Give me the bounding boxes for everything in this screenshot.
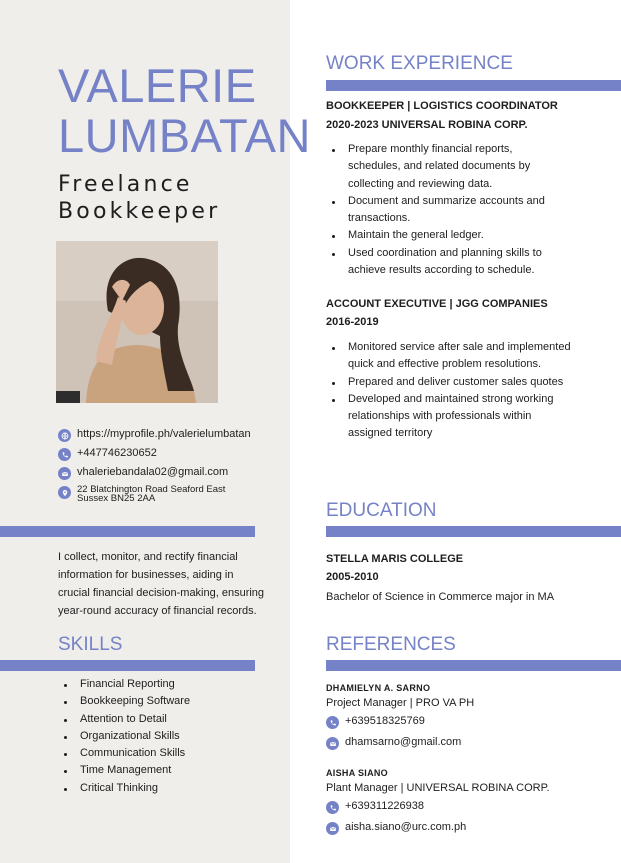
list-item: Document and summarize accounts and transactions.: [326, 193, 566, 228]
list-item: Attention to Detail: [58, 711, 258, 728]
contact-phone: [58, 447, 157, 463]
reference-2-email[interactable]: [326, 821, 466, 837]
phone-icon: [326, 716, 339, 729]
contact-website[interactable]: [58, 428, 251, 444]
reference-1-name: DHAMIELYN A. SARNO: [326, 683, 431, 693]
list-item: Critical Thinking: [58, 780, 258, 797]
list-item: Monitored service after sale and implemented quick and effective problem resolutions.: [326, 339, 571, 374]
list-item: Prepare monthly financial reports, schedules, and related documents by collecting and reviewing data.: [326, 141, 566, 193]
list-item: Time Management: [58, 762, 258, 779]
list-item: Communication Skills: [58, 745, 258, 762]
list-item: Financial Reporting: [58, 676, 258, 693]
mail-icon: [326, 822, 339, 835]
mail-icon: [58, 467, 71, 480]
reference-2-position: Plant Manager | UNIVERSAL ROBINA CORP.: [326, 782, 550, 794]
website-text[interactable]: https://myprofile.ph/valerielumbatan: [77, 428, 251, 440]
first-name: VALERIE: [58, 59, 257, 112]
school-years: 2005-2010: [326, 571, 379, 583]
list-item: Bookkeeping Software: [58, 693, 258, 710]
skills-list: [58, 676, 258, 797]
job-2-period: 2016-2019: [326, 316, 379, 328]
reference-2-email-text[interactable]: aisha.siano@urc.com.ph: [345, 821, 467, 833]
reference-1-email-text[interactable]: dhamsarno@gmail.com: [345, 736, 462, 748]
references-heading: REFERENCES: [326, 634, 456, 655]
profile-photo: [56, 241, 218, 403]
contact-address: [58, 484, 252, 504]
globe-icon: [58, 429, 71, 442]
phone-text: +447746230652: [77, 447, 157, 459]
phone-icon: [326, 801, 339, 814]
job-2-bullets: [326, 339, 571, 443]
job-1-role: BOOKKEEPER | LOGISTICS COORDINATOR: [326, 100, 558, 112]
school-name: STELLA MARIS COLLEGE: [326, 553, 464, 565]
phone-icon: [58, 448, 71, 461]
job-2-role: ACCOUNT EXECUTIVE | JGG COMPANIES: [326, 298, 548, 310]
email-text[interactable]: vhaleriebandala02@gmail.com: [77, 466, 229, 478]
reference-2-phone-text: +639311226938: [345, 800, 425, 812]
left-divider-bar: [0, 526, 255, 537]
location-pin-icon: [58, 486, 71, 499]
skills-heading: SKILLS: [58, 634, 123, 655]
reference-2-phone: [326, 800, 424, 816]
list-item: Prepared and deliver customer sales quotes: [326, 374, 571, 391]
mail-icon: [326, 737, 339, 750]
last-name: LUMBATAN: [58, 109, 311, 162]
references-bar: [326, 660, 621, 671]
job-1-bullets: [326, 141, 566, 279]
reference-2-name: AISHA SIANO: [326, 768, 388, 778]
list-item: Organizational Skills: [58, 728, 258, 745]
work-bar: [326, 80, 621, 91]
job-title-line2: Bookkeeper: [58, 199, 221, 224]
list-item: Used coordination and planning skills to achieve results according to schedule.: [326, 245, 566, 280]
job-title-line1: Freelance: [58, 172, 193, 197]
education-bar: [326, 526, 621, 537]
reference-1-position: Project Manager | PRO VA PH: [326, 697, 475, 709]
skills-bar: [0, 660, 255, 671]
list-item: Maintain the general ledger.: [326, 227, 566, 244]
reference-1-phone: [326, 715, 425, 731]
list-item: Developed and maintained strong working relationships with professionals within assigned territory: [326, 391, 571, 443]
address-text: 22 Blatchington Road Seaford East Sussex BN25 2AA: [77, 484, 226, 504]
work-experience-heading: WORK EXPERIENCE: [326, 53, 513, 74]
education-heading: EDUCATION: [326, 500, 437, 521]
contact-email[interactable]: [58, 466, 228, 482]
reference-1-email[interactable]: [326, 736, 461, 752]
degree: Bachelor of Science in Commerce major in MA: [326, 591, 555, 603]
job-1-period: 2020-2023 UNIVERSAL ROBINA CORP.: [326, 119, 528, 131]
profile-summary: I collect, monitor, and rectify financial information for businesses, aiding in crucial financial decision-making, ensuring year-round accuracy of financial records.: [58, 551, 265, 617]
reference-1-phone-text: +639518325769: [345, 715, 425, 727]
